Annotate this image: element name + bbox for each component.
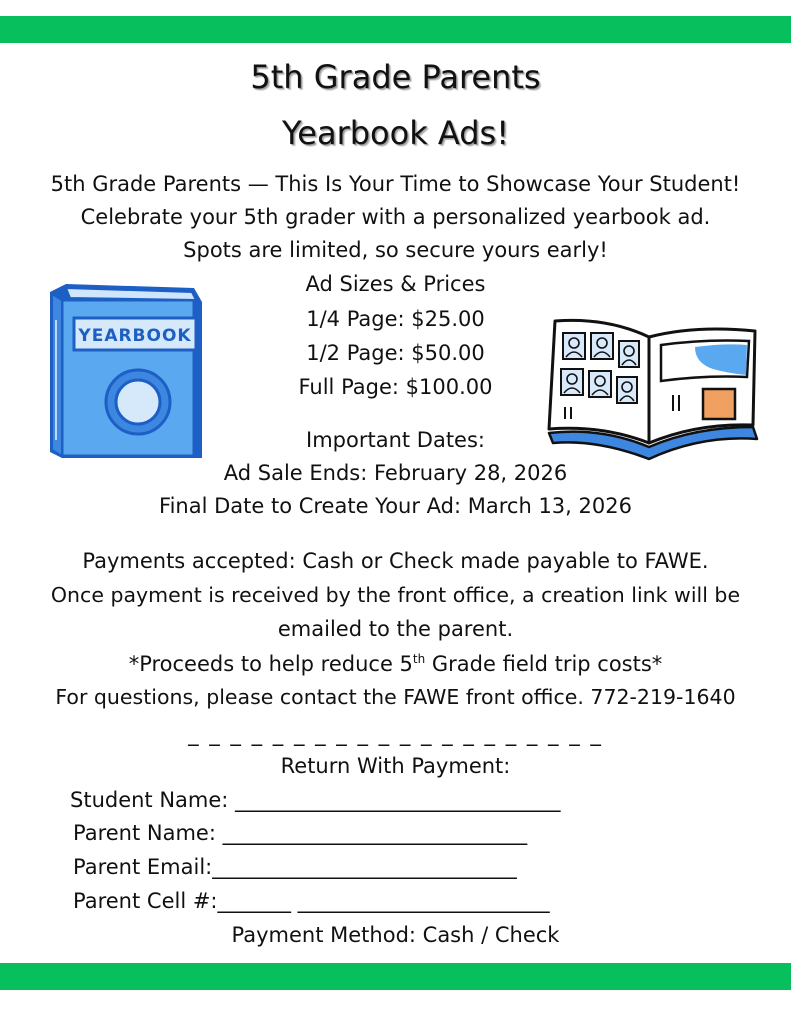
proceeds-pre: *Proceeds to help reduce 5	[128, 652, 413, 676]
proceeds-note	[0, 650, 791, 678]
price-quarter: 1/4 Page: $25.00	[306, 307, 485, 331]
top-green-bar	[0, 16, 791, 43]
ad-sale-end: Ad Sale Ends: February 28, 2026	[223, 461, 568, 485]
payment-notice-1: Once payment is received by the front office, a creation link will be	[50, 583, 741, 607]
title-line-2: Yearbook Ads!	[281, 114, 510, 152]
payment-method: Payment Method: Cash / Check	[231, 923, 560, 947]
final-create-date: Final Date to Create Your Ad: March 13, 2026	[159, 494, 632, 518]
intro-line-2: Celebrate your 5th grader with a personalized yearbook ad.	[80, 205, 711, 229]
prices-heading: Ad Sizes & Prices	[305, 272, 486, 296]
parent-cell-field: Parent Cell #:_______ ________________________	[73, 889, 550, 913]
intro-line-1: 5th Grade Parents — This Is Your Time to Showcase Your Student!	[50, 172, 741, 196]
open-yearbook-icon	[545, 315, 761, 461]
price-half: 1/2 Page: $50.00	[306, 341, 485, 365]
yearbook-book-icon	[44, 280, 206, 464]
intro-line-3: Spots are limited, so secure yours early!	[183, 238, 608, 262]
contact-line: For questions, please contact the FAWE front office. 772-219-1640	[55, 685, 736, 709]
proceeds-post: Grade field trip costs*	[425, 652, 663, 676]
payment-accepted: Payments accepted: Cash or Check made payable to FAWE.	[82, 549, 709, 573]
parent-email-field: Parent Email:_____________________________	[73, 855, 517, 879]
student-name-field: Student Name: _______________________________	[70, 788, 561, 812]
yearbook-label: YEARBOOK	[78, 326, 192, 346]
parent-name-field: Parent Name: _____________________________	[73, 821, 528, 845]
dates-heading: Important Dates:	[306, 428, 485, 452]
cut-line: _ _ _ _ _ _ _ _ _ _ _ _ _ _ _ _ _ _ _ _	[188, 722, 603, 746]
form-heading: Return With Payment:	[280, 754, 511, 778]
payment-notice-2: emailed to the parent.	[277, 617, 514, 641]
bottom-green-bar	[0, 963, 791, 990]
title-line-1: 5th Grade Parents	[250, 58, 541, 96]
proceeds-sup: th	[412, 652, 426, 666]
price-full: Full Page: $100.00	[298, 375, 493, 399]
